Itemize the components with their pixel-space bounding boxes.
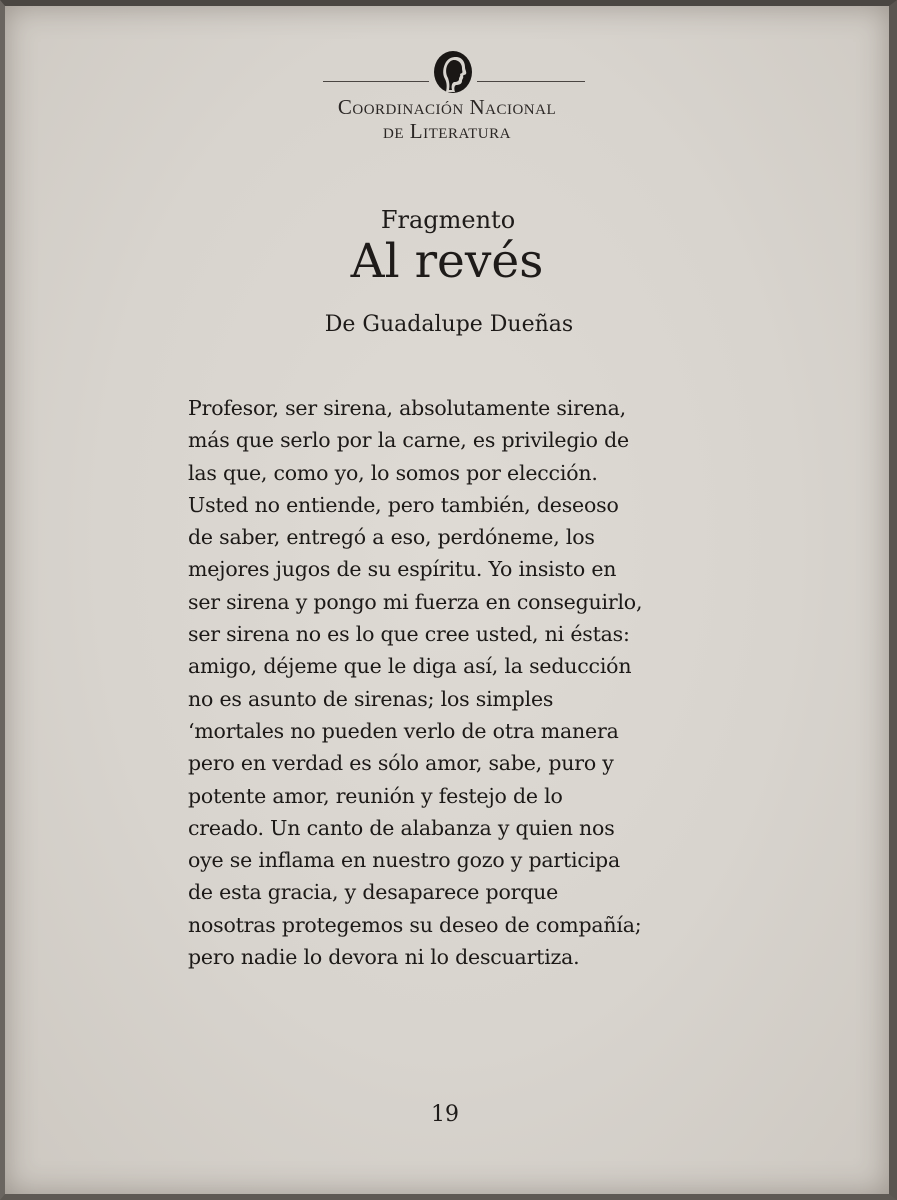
- body-line: no es asunto de sirenas; los simples: [188, 686, 554, 711]
- silhouette-profile-logo-icon: [432, 48, 474, 94]
- body-line: pero en verdad es sólo amor, sabe, puro y: [188, 751, 614, 776]
- body-line: pero nadie lo devora ni lo descuartiza.: [188, 945, 580, 970]
- body-line: ‘mortales no pueden verlo de otra manera: [188, 718, 619, 743]
- logo-rule-left: [323, 81, 429, 82]
- fragment-kicker: Fragmento: [380, 206, 516, 234]
- author-byline: De Guadalupe Dueñas: [324, 312, 574, 337]
- body-line: las que, como yo, lo somos por elección.: [188, 460, 598, 485]
- work-title: Al revés: [350, 234, 544, 289]
- org-name-line-2: de Literatura: [383, 119, 511, 143]
- publisher-header: [5, 44, 889, 142]
- body-line: Usted no entiende, pero también, deseoso: [188, 492, 619, 517]
- body-line: ser sirena no es lo que cree usted, ni éstas:: [188, 622, 630, 647]
- org-name-line-1: Coordinación Nacional: [337, 95, 557, 119]
- logo-row: [5, 44, 889, 94]
- body-line: de esta gracia, y desaparece porque: [188, 880, 559, 905]
- body-line: nosotras protegemos su deseo de compañía;: [188, 912, 642, 937]
- body-line: creado. Un canto de alabanza y quien nos: [188, 815, 615, 840]
- body-line: de saber, entregó a eso, perdóneme, los: [188, 525, 595, 550]
- body-line: amigo, déjeme que le diga así, la seducción: [188, 654, 632, 679]
- page-number: 19: [431, 1102, 459, 1127]
- body-line: Profesor, ser sirena, absolutamente sirena,: [188, 396, 626, 420]
- body-line: potente amor, reunión y festejo de lo: [188, 783, 563, 808]
- fragment-body: [188, 392, 748, 973]
- body-line: más que serlo por la carne, es privilegio de: [188, 428, 629, 453]
- logo-rule-right: [477, 81, 585, 82]
- title-block: [5, 204, 889, 340]
- body-line: oye se inflama en nuestro gozo y participa: [188, 848, 620, 873]
- body-line: mejores jugos de su espíritu. Yo insisto en: [188, 557, 617, 582]
- body-line: ser sirena y pongo mi fuerza en conseguirlo,: [188, 589, 643, 614]
